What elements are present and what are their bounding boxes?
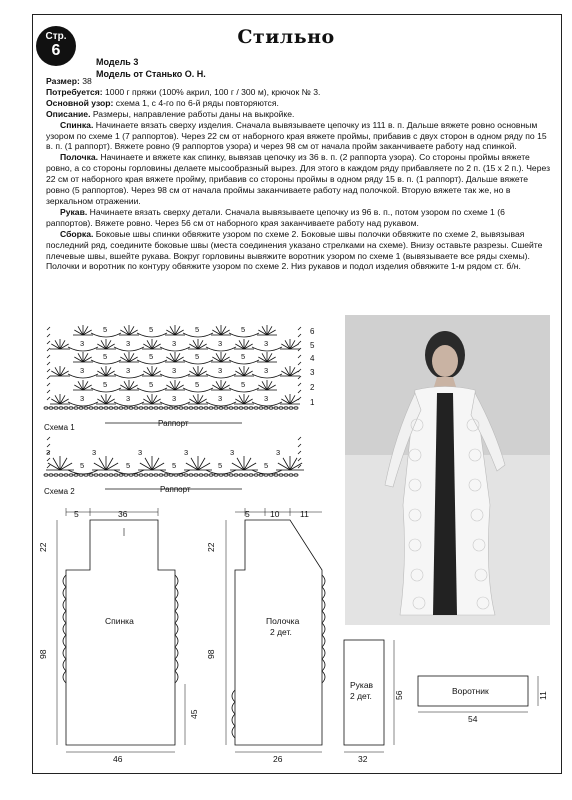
- front-dim-a: 5: [245, 509, 250, 519]
- chart2-fan-count: 3: [46, 448, 51, 457]
- chart2-arch-count: 5: [218, 461, 223, 470]
- row-4-stitch-count: 5: [149, 352, 154, 361]
- row-5-stitch-count: 3: [172, 339, 177, 348]
- description-value: Размеры, направление работы даны на выкройке.: [90, 108, 295, 119]
- page-title: Стильно: [237, 26, 335, 48]
- row-3-stitch-count: 3: [218, 366, 223, 375]
- chart2-rapport-label: Раппорт: [160, 485, 191, 494]
- back-text: Начинаете вязать сверху изделия. Сначала вывязываете цепочку из 111 в. п. Дальше вяжете ровно основным узором по схеме 1 (7 раппортов). Через 22 см от наборного края вяжете проймы, прибавив с двух сторон в одном ряду по 15 в. п. (1 раппорт). Вяжете ровно (9 раппортов узора) и через 98 см от начала пройм заканчиваете работу над спинкой.: [46, 119, 547, 152]
- chart2-fan-count: 3: [276, 448, 281, 457]
- chart2-arch-count: 5: [80, 461, 85, 470]
- row-1-stitch-count: 3: [218, 394, 223, 403]
- assembly-label: Сборка.: [60, 228, 94, 239]
- row-4-stitch-count: 5: [103, 352, 108, 361]
- row-6-stitch-count: 5: [149, 325, 154, 334]
- chart2-arch-count: 5: [264, 461, 269, 470]
- model-name: Модель 3: [96, 57, 139, 67]
- pattern-value: схема 1, с 4-го по 6-й ряды повторяются.: [113, 97, 279, 108]
- row-4-stitch-count: 5: [241, 352, 246, 361]
- row-3-stitch-count: 3: [126, 366, 131, 375]
- back-dim-height-top: 22: [38, 542, 48, 552]
- row-3-stitch-count: 3: [80, 366, 85, 375]
- front-dim-bottom: 26: [273, 754, 283, 764]
- front-dim-height-main: 98: [206, 649, 216, 659]
- row-1-stitch-count: 3: [264, 394, 269, 403]
- collar-dim-bottom: 54: [468, 714, 478, 724]
- row-number-3: 3: [310, 368, 315, 377]
- badge-number: 6: [51, 42, 61, 59]
- front-name-line2: 2 дет.: [270, 627, 292, 637]
- row-1-stitch-count: 3: [172, 394, 177, 403]
- model-author: Модель от Станько О. Н.: [96, 69, 206, 79]
- row-1-stitch-count: 3: [126, 394, 131, 403]
- back-schematic: [57, 508, 185, 752]
- back-name: Спинка: [105, 616, 134, 626]
- chart1-label: Схема 1: [44, 423, 75, 432]
- description-label: Описание.: [46, 108, 91, 119]
- collar-name: Воротник: [452, 686, 489, 696]
- row-6-stitch-count: 5: [195, 325, 200, 334]
- sleeve-name-line2: 2 дет.: [350, 691, 372, 701]
- row-3-stitch-count: 3: [172, 366, 177, 375]
- size-value: 38: [79, 76, 92, 86]
- chart2-fan-count: 3: [138, 448, 143, 457]
- pattern-label: Основной узор:: [46, 97, 114, 108]
- row-2-stitch-count: 5: [149, 380, 154, 389]
- chart2-fan-count: 3: [184, 448, 189, 457]
- front-label: Полочка.: [60, 152, 99, 163]
- back-dim-bottom: 46: [113, 754, 123, 764]
- row-5-stitch-count: 3: [218, 339, 223, 348]
- row-number-6: 6: [310, 327, 315, 336]
- collar-dim-height: 11: [538, 691, 548, 700]
- front-dim-b: 10: [270, 509, 280, 519]
- chart2-label: Схема 2: [44, 487, 75, 496]
- row-number-1: 1: [310, 398, 315, 407]
- sleeve-dim-bottom: 32: [358, 754, 368, 764]
- sleeve-dim-height: 56: [394, 690, 404, 700]
- row-1-stitch-count: 3: [80, 394, 85, 403]
- front-dim-c: 11: [300, 509, 309, 519]
- back-label: Спинка.: [60, 119, 94, 130]
- row-number-2: 2: [310, 383, 315, 392]
- row-5-stitch-count: 3: [80, 339, 85, 348]
- row-4-stitch-count: 5: [195, 352, 200, 361]
- sleeve-label: Рукав.: [60, 206, 88, 217]
- chart2-arch-count: 5: [126, 461, 131, 470]
- sleeve-name-line1: Рукав: [350, 680, 374, 690]
- chart1-rapport-label: Раппорт: [158, 419, 189, 428]
- front-dim-height-top: 22: [206, 542, 216, 552]
- front-text: Начинаете и вяжете как спинку, вывязав цепочку из 36 в. п. (2 раппорта узора). Со стороны проймы вяжете ровно, а со стороны горловины делаете мысообразный вырез. Для этого в каждом ряду прибавляете по 2 п. (15 х 2 п.). Через 22 см от наборного края вяжете пройму, прибавив со стороны проймы в одном ряду 15 в. п. (1 раппорт). Дальше вяжете ровно (5 раппортов). Через 98 см от начала проймы заканчиваете работу над полочкой. Вторую вяжете так же, но в зеркальном отражении.: [46, 152, 551, 206]
- row-3-stitch-count: 3: [264, 366, 269, 375]
- row-5-stitch-count: 3: [264, 339, 269, 348]
- row-2-stitch-count: 5: [103, 380, 108, 389]
- badge-label: Стр.: [45, 31, 67, 42]
- row-6-stitch-count: 5: [103, 325, 108, 334]
- back-dim-slit: 45: [189, 709, 199, 719]
- sleeve-text: Начинаете вязать сверху детали. Сначала вывязываете цепочку из 96 в. п., потом узором по схеме 1 (6 раппортов). Вяжете ровно. Через 56 см от наборного края заканчиваете работу над рукавом.: [46, 206, 505, 228]
- row-number-5: 5: [310, 341, 315, 350]
- row-5-stitch-count: 3: [126, 339, 131, 348]
- assembly-text: Боковые швы спинки обвяжите узором по схеме 2. Боковые швы полочки обвяжите по схеме 2, вывязывая последний ряд, соедините боковые швы (места соединения указано стрелками на схеме). Внизу оставьте разрезы. Сшейте плечевые швы, вшейте рукава. Вокруг горловины вывяжите воротник узором по схеме 1 (вывязываете все ряды схемы). Полочки и воротник по контуру обвяжите узором по схеме 2. Низ рукавов и подол изделия обвяжите 1-м рядом ст. б/н.: [46, 228, 543, 272]
- front-name-line1: Полочка: [266, 616, 300, 626]
- back-dim-top-width: 36: [118, 509, 128, 519]
- row-6-stitch-count: 5: [241, 325, 246, 334]
- chart2-fan-count: 3: [92, 448, 97, 457]
- chart2-arch-count: 5: [172, 461, 177, 470]
- size-label: Размер:: [46, 76, 80, 86]
- row-2-stitch-count: 5: [241, 380, 246, 389]
- back-dim-height-main: 98: [38, 649, 48, 659]
- chart2-fan-count: 3: [230, 448, 235, 457]
- row-number-4: 4: [310, 354, 315, 363]
- consumption-label: Потребуется:: [46, 86, 103, 97]
- back-dim-top-left: 5: [74, 509, 79, 519]
- row-2-stitch-count: 5: [195, 380, 200, 389]
- consumption-value: 1000 г пряжи (100% акрил, 100 г / 300 м), крючок № 3.: [102, 86, 321, 97]
